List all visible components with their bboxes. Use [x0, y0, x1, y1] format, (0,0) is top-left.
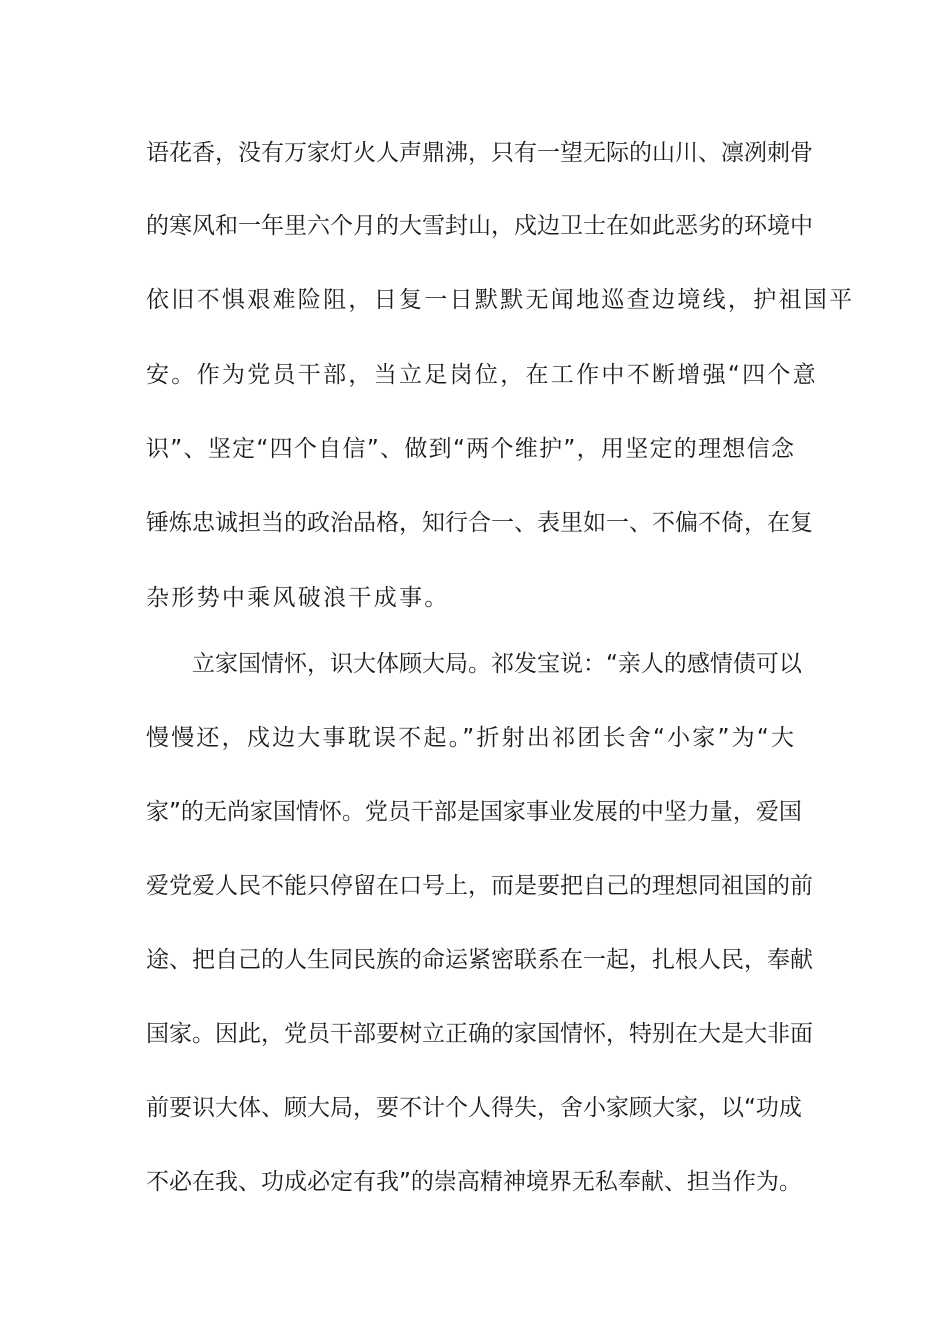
paragraph-line: 途、把自己的人生同民族的命运紧密联系在一起，扎根人民，奉献 [146, 947, 813, 973]
paragraph-line: 爱党爱人民不能只停留在口号上，而是要把自己的理想同祖国的前 [146, 873, 813, 899]
paragraph-line: 杂形势中乘风破浪干成事。 [146, 585, 450, 611]
paragraph-line: 家”的无尚家国情怀。党员干部是国家事业发展的中坚力量，爱国 [146, 799, 802, 825]
paragraph-line: 识”、坚定“四个自信”、做到“两个维护”，用坚定的理想信念 [146, 436, 794, 462]
paragraph-first-line: 立家国情怀，识大体顾大局。祁发宝说：“亲人的感情债可以 [192, 651, 802, 677]
paragraph-line: 语花香，没有万家灯火人声鼎沸，只有一望无际的山川、凛冽刺骨 [146, 140, 813, 166]
paragraph-line: 依旧不惧艰难险阻，日复一日默默无闻地巡查边境线，护祖国平 [146, 287, 855, 313]
paragraph-line: 国家。因此，党员干部要树立正确的家国情怀，特别在大是大非面 [146, 1021, 813, 1047]
paragraph-line: 安。作为党员干部，当立足岗位，在工作中不断增强“四个意 [146, 362, 819, 388]
paragraph-line: 锤炼忠诚担当的政治品格，知行合一、表里如一、不偏不倚，在复 [146, 510, 813, 536]
paragraph-line: 慢慢还，戍边大事耽误不起。”折射出祁团长舍“小家”为“大 [146, 725, 794, 751]
paragraph-line: 的寒风和一年里六个月的大雪封山，戍边卫士在如此恶劣的环境中 [146, 213, 813, 239]
paragraph-line: 前要识大体、顾大局，要不计个人得失，舍小家顾大家，以“功成 [146, 1095, 802, 1121]
paragraph-line: 不必在我、功成必定有我”的崇高精神境界无私奉献、担当作为。 [146, 1169, 802, 1195]
